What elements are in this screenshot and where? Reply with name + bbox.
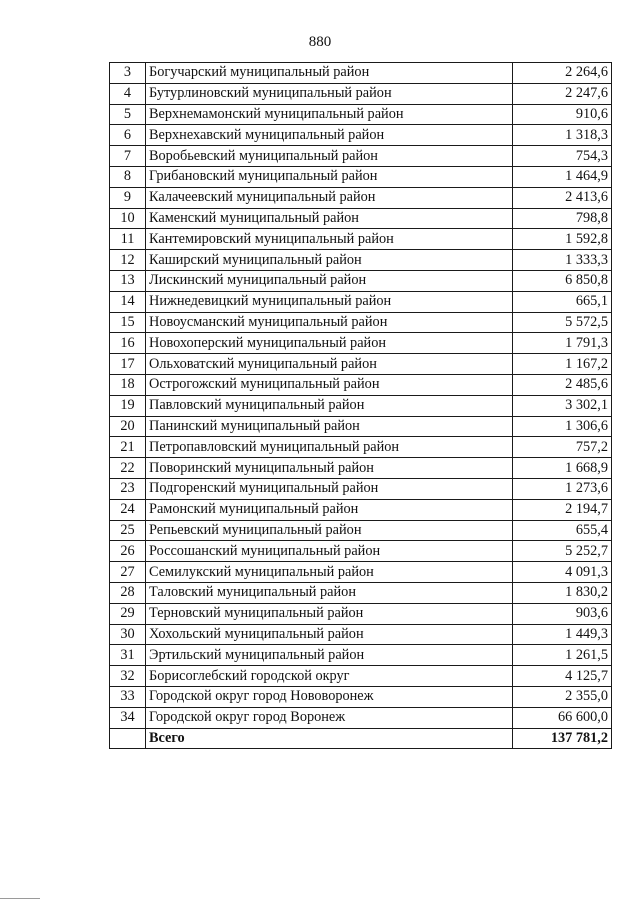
municipality-name-cell: Россошанский муниципальный район [146, 541, 513, 562]
page-number: 880 [308, 34, 332, 50]
municipality-name-cell: Каширский муниципальный район [146, 250, 513, 271]
municipality-name-cell: Ольховатский муниципальный район [146, 354, 513, 375]
table-row [110, 603, 612, 624]
municipality-name-cell: Городской округ город Воронеж [146, 707, 513, 728]
row-number-cell: 7 [110, 146, 146, 167]
table-row [110, 541, 612, 562]
table-row [110, 187, 612, 208]
table-row [110, 63, 612, 84]
amount-cell: 5 572,5 [513, 312, 612, 333]
municipality-name-cell: Каменский муниципальный район [146, 208, 513, 229]
table-row [110, 146, 612, 167]
amount-cell: 1 273,6 [513, 478, 612, 499]
table-row [110, 229, 612, 250]
amount-cell: 5 252,7 [513, 541, 612, 562]
municipality-name-cell: Нижнедевицкий муниципальный район [146, 291, 513, 312]
row-number-cell: 26 [110, 541, 146, 562]
row-number-cell: 3 [110, 63, 146, 84]
total-row [110, 728, 612, 749]
amount-cell: 1 464,9 [513, 166, 612, 187]
amount-cell: 665,1 [513, 291, 612, 312]
amount-cell: 903,6 [513, 603, 612, 624]
row-number-cell: 28 [110, 582, 146, 603]
amount-cell: 6 850,8 [513, 270, 612, 291]
row-number-cell: 6 [110, 125, 146, 146]
row-number-cell: 32 [110, 666, 146, 687]
municipality-name-cell: Борисоглебский городской округ [146, 666, 513, 687]
amount-cell: 757,2 [513, 437, 612, 458]
table-row [110, 416, 612, 437]
municipality-name-cell: Кантемировский муниципальный район [146, 229, 513, 250]
allocation-table [109, 62, 612, 749]
row-number-cell: 13 [110, 270, 146, 291]
total-amount-cell: 137 781,2 [513, 728, 612, 749]
table-row [110, 166, 612, 187]
table-row [110, 125, 612, 146]
municipality-name-cell: Лискинский муниципальный район [146, 270, 513, 291]
table-row [110, 478, 612, 499]
row-number-cell: 29 [110, 603, 146, 624]
page-edge-mark [0, 898, 40, 899]
amount-cell: 4 125,7 [513, 666, 612, 687]
row-number-cell: 4 [110, 83, 146, 104]
amount-cell: 4 091,3 [513, 562, 612, 583]
table-row [110, 312, 612, 333]
table-row [110, 582, 612, 603]
municipality-name-cell: Бутурлиновский муниципальный район [146, 83, 513, 104]
municipality-name-cell: Репьевский муниципальный район [146, 520, 513, 541]
amount-cell: 66 600,0 [513, 707, 612, 728]
table-row [110, 645, 612, 666]
table-row [110, 333, 612, 354]
amount-cell: 1 592,8 [513, 229, 612, 250]
table-row [110, 104, 612, 125]
amount-cell: 798,8 [513, 208, 612, 229]
municipality-name-cell: Городской округ город Нововоронеж [146, 686, 513, 707]
amount-cell: 1 318,3 [513, 125, 612, 146]
table-row [110, 624, 612, 645]
table-row [110, 354, 612, 375]
municipality-name-cell: Острогожский муниципальный район [146, 374, 513, 395]
row-number-cell: 31 [110, 645, 146, 666]
table-row [110, 270, 612, 291]
row-number-cell: 5 [110, 104, 146, 125]
amount-cell: 1 449,3 [513, 624, 612, 645]
municipality-name-cell: Воробьевский муниципальный район [146, 146, 513, 167]
table-row [110, 437, 612, 458]
total-number-cell [110, 728, 146, 749]
row-number-cell: 18 [110, 374, 146, 395]
row-number-cell: 33 [110, 686, 146, 707]
row-number-cell: 11 [110, 229, 146, 250]
municipality-name-cell: Подгоренский муниципальный район [146, 478, 513, 499]
amount-cell: 1 668,9 [513, 458, 612, 479]
municipality-name-cell: Калачеевский муниципальный район [146, 187, 513, 208]
row-number-cell: 21 [110, 437, 146, 458]
table-row [110, 686, 612, 707]
amount-cell: 1 830,2 [513, 582, 612, 603]
table-row [110, 520, 612, 541]
row-number-cell: 34 [110, 707, 146, 728]
row-number-cell: 27 [110, 562, 146, 583]
row-number-cell: 14 [110, 291, 146, 312]
municipality-name-cell: Поворинский муниципальный район [146, 458, 513, 479]
municipality-name-cell: Верхнехавский муниципальный район [146, 125, 513, 146]
amount-cell: 1 791,3 [513, 333, 612, 354]
row-number-cell: 9 [110, 187, 146, 208]
municipality-name-cell: Хохольский муниципальный район [146, 624, 513, 645]
table-row [110, 562, 612, 583]
municipality-name-cell: Таловский муниципальный район [146, 582, 513, 603]
municipality-name-cell: Новоусманский муниципальный район [146, 312, 513, 333]
amount-cell: 2 247,6 [513, 83, 612, 104]
table-body [110, 63, 612, 749]
municipality-name-cell: Павловский муниципальный район [146, 395, 513, 416]
row-number-cell: 22 [110, 458, 146, 479]
amount-cell: 2 485,6 [513, 374, 612, 395]
row-number-cell: 15 [110, 312, 146, 333]
municipality-name-cell: Семилукский муниципальный район [146, 562, 513, 583]
table-row [110, 291, 612, 312]
row-number-cell: 30 [110, 624, 146, 645]
municipality-name-cell: Верхнемамонский муниципальный район [146, 104, 513, 125]
amount-cell: 3 302,1 [513, 395, 612, 416]
municipality-name-cell: Терновский муниципальный район [146, 603, 513, 624]
municipality-name-cell: Эртильский муниципальный район [146, 645, 513, 666]
municipality-name-cell: Новохоперский муниципальный район [146, 333, 513, 354]
row-number-cell: 8 [110, 166, 146, 187]
municipality-name-cell: Грибановский муниципальный район [146, 166, 513, 187]
amount-cell: 2 413,6 [513, 187, 612, 208]
row-number-cell: 16 [110, 333, 146, 354]
amount-cell: 910,6 [513, 104, 612, 125]
amount-cell: 2 194,7 [513, 499, 612, 520]
amount-cell: 1 333,3 [513, 250, 612, 271]
row-number-cell: 19 [110, 395, 146, 416]
amount-cell: 2 355,0 [513, 686, 612, 707]
table-row [110, 395, 612, 416]
amount-cell: 754,3 [513, 146, 612, 167]
row-number-cell: 17 [110, 354, 146, 375]
amount-cell: 1 167,2 [513, 354, 612, 375]
row-number-cell: 24 [110, 499, 146, 520]
amount-cell: 655,4 [513, 520, 612, 541]
row-number-cell: 12 [110, 250, 146, 271]
table-row [110, 666, 612, 687]
row-number-cell: 10 [110, 208, 146, 229]
row-number-cell: 23 [110, 478, 146, 499]
amount-cell: 2 264,6 [513, 63, 612, 84]
municipality-name-cell: Богучарский муниципальный район [146, 63, 513, 84]
table-row [110, 458, 612, 479]
municipality-name-cell: Панинский муниципальный район [146, 416, 513, 437]
table-row [110, 707, 612, 728]
table-row [110, 208, 612, 229]
row-number-cell: 25 [110, 520, 146, 541]
table-row [110, 83, 612, 104]
row-number-cell: 20 [110, 416, 146, 437]
total-label-cell: Всего [146, 728, 513, 749]
municipality-name-cell: Петропавловский муниципальный район [146, 437, 513, 458]
amount-cell: 1 261,5 [513, 645, 612, 666]
municipality-name-cell: Рамонский муниципальный район [146, 499, 513, 520]
amount-cell: 1 306,6 [513, 416, 612, 437]
table-row [110, 250, 612, 271]
table-row [110, 374, 612, 395]
table-row [110, 499, 612, 520]
